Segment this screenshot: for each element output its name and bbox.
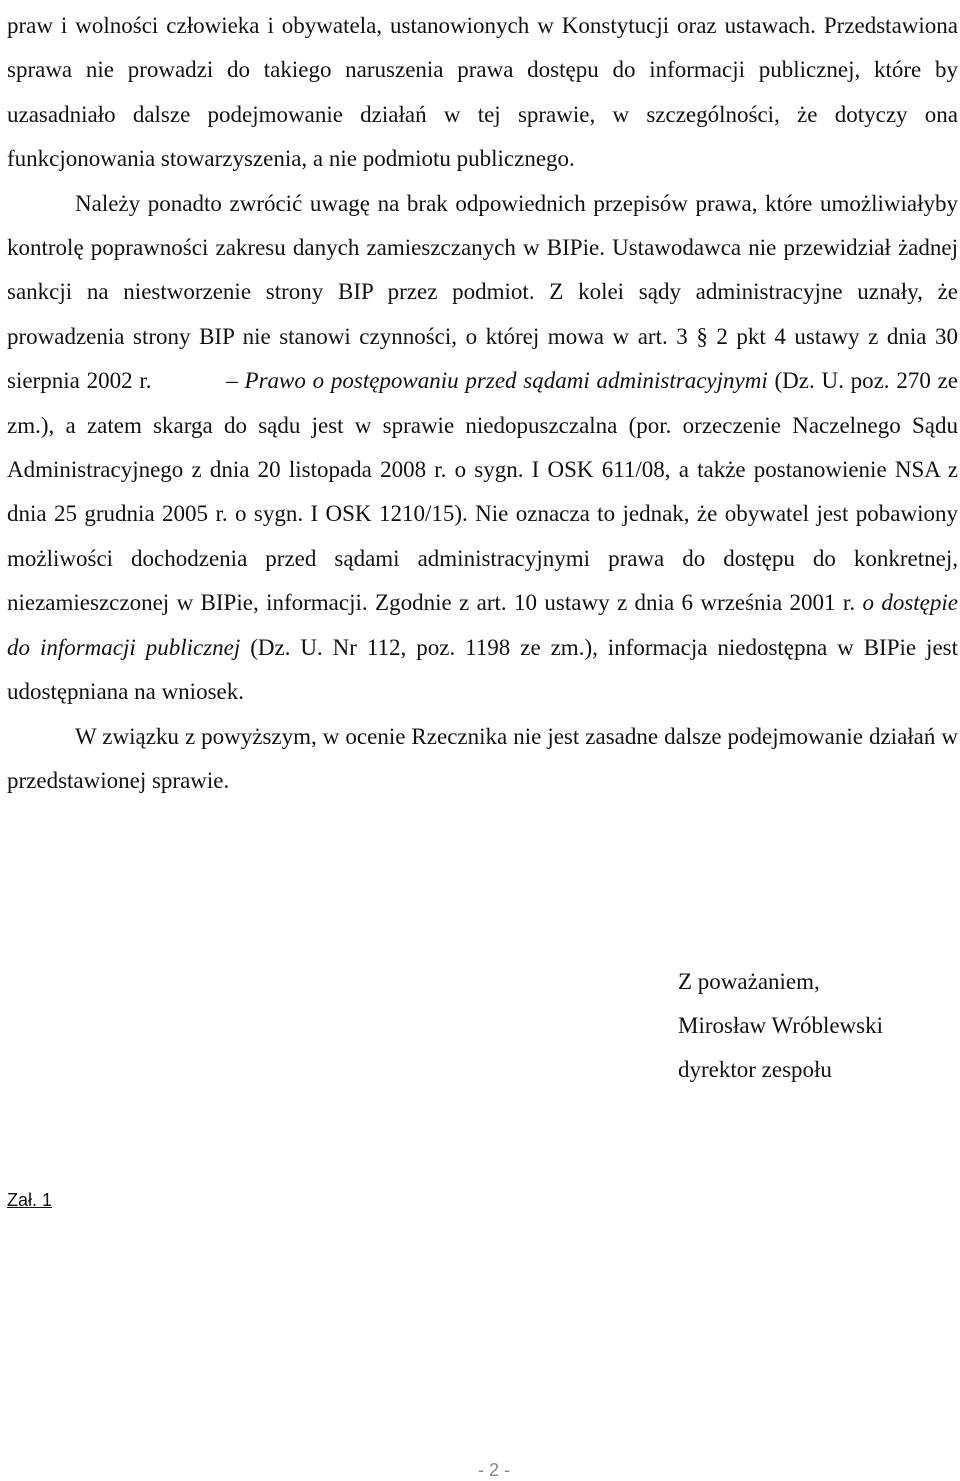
signatory-title: dyrektor zespołu [678, 1057, 832, 1082]
paragraph-2-text-1: Należy ponadto zwrócić uwagę na brak odpowiednich przepisów prawa, które umożliwiałyby kontrolę poprawności zakresu danych zamieszczanych w BIPie. Ustawodawca nie przewidział żadnej sankcji na niestworzenie strony BIP przez podmiot. Z kolei sądy administracyjne uznały, że prowadzenia strony BIP nie stanowi czynności, o której mowa w art. 3 [7, 190, 958, 349]
act-title-italic-2: o dostępie do informacji publicznej [7, 590, 958, 660]
section-sign: § [696, 323, 708, 349]
paragraph-2-text-3: (Dz. U. poz. 270 ze zm.), a zatem skarga do sądu jest w sprawie niedopuszczalna (por. orzeczenie Naczelnego Sądu Administracyjnego z dnia 20 listopada 2008 r. o sygn. I OSK 611/08, a także postanowienie NSA z dnia 25 grudnia 2005 r. o sygn. I OSK 1210/15). Nie oznacza to jednak, że obywatel jest pobawiony możliwości dochodzenia przed sądami administracyjnymi prawa do dostępu do konkretnej, niezamieszczonej w BIPie, informacji. Zgodnie z art. 10 ustawy z dnia 6 września 2001 r. [7, 368, 958, 616]
paragraph-2-text-4: (Dz. U. Nr 112, poz. 1198 ze zm.), informacja niedostępna w BIPie jest udostępniana na wniosek. [7, 634, 958, 705]
act-title-italic-1: Prawo o postępowaniu przed sądami administracyjnymi [237, 368, 768, 394]
paragraph-3: W związku z powyższym, w ocenie Rzecznika nie jest zasadne dalsze podejmowanie działań w przedstawionej sprawie. [7, 723, 958, 793]
paragraph-2 [7, 182, 958, 715]
page-number: - 2 - [477, 1460, 510, 1480]
attachment-link[interactable]: Zał. 1 [7, 1190, 53, 1210]
letter-body [7, 4, 958, 803]
closing-line: Z poważaniem, [678, 969, 820, 994]
em-dash: – [226, 368, 238, 394]
signatory-name: Mirosław Wróblewski [678, 1013, 883, 1038]
signature-block [678, 960, 958, 1092]
paragraph-2-text-2: 2 pkt 4 ustawy z dnia 30 sierpnia 2002 r. [7, 323, 958, 394]
paragraph-1: praw i wolności człowieka i obywatela, ustanowionych w Konstytucji oraz ustawach. Przedstawiona sprawa nie prowadzi do takiego naruszenia prawa dostępu do informacji publicznej, które by uzasadniało dalsze podejmowanie działań w tej sprawie, w szczególności, że dotyczy ona funkcjonowania stowarzyszenia, a nie podmiotu publicznego. [7, 13, 958, 172]
